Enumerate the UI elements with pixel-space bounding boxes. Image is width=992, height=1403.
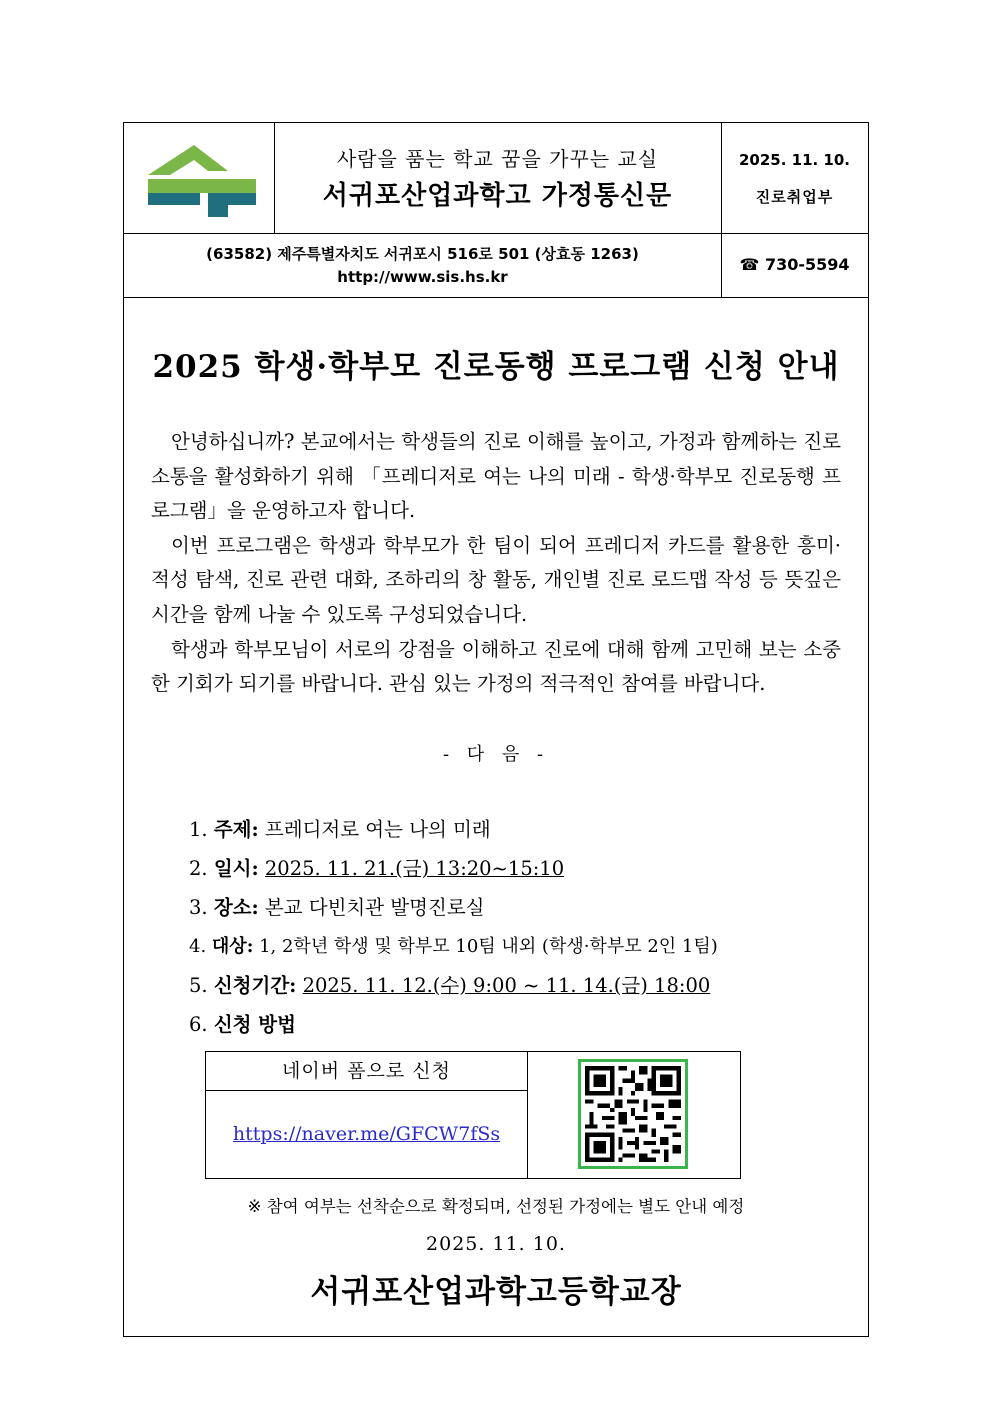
document-title: 2025 학생·학부모 진로동행 프로그램 신청 안내	[152, 349, 840, 385]
item-number: 6.	[189, 1013, 208, 1036]
school-logo	[124, 123, 275, 233]
paragraph: 안녕하십니까? 본교에서는 학생들의 진로 이해를 높이고, 가정과 함께하는 진로 소통을 활성화하기 위해 「프레디저로 여는 나의 미래 - 학생·학부모 진로동행 프로그램」을 운영하고자 합니다.	[151, 430, 841, 523]
paragraph: 이번 프로그램은 학생과 학부모가 한 팀이 되어 프레디저 카드를 활용한 흥미·적성 탐색, 진로 관련 대화, 조하리의 창 활동, 개인별 진로 로드맵 작성 등 뜻깊은 시간을 함께 나눌 수 있도록 구성되었습니다.	[151, 533, 841, 626]
item-number: 5.	[189, 974, 208, 997]
paragraph: 학생과 학부모님이 서로의 강점을 이해하고 진로에 대해 함께 고민해 보는 소중한 기회가 되기를 바랍니다. 관심 있는 가정의 적극적인 참여를 바랍니다.	[151, 637, 841, 696]
list-item	[189, 1005, 718, 1044]
item-key: 일시:	[213, 857, 259, 880]
application-table	[205, 1051, 741, 1179]
item-value: 프레디저로 여는 나의 미래	[264, 818, 491, 841]
qr-code[interactable]	[578, 1059, 688, 1169]
newsletter-title-cell	[274, 123, 722, 233]
principal-signature: 서귀포산업과학고등학교장	[310, 1274, 682, 1310]
item-value: 2025. 11. 12.(수) 9:00 ~ 11. 14.(금) 18:00	[302, 974, 711, 997]
item-key: 장소:	[213, 896, 259, 919]
section-separator: - 다 음 -	[442, 744, 550, 765]
item-number: 4.	[189, 936, 207, 957]
issue-date: 2025. 11. 10.	[738, 151, 851, 169]
application-link[interactable]: https://naver.me/GFCW7fSs	[206, 1090, 528, 1178]
department: 진로취업부	[755, 188, 834, 206]
school-address: (63582) 제주특별자치도 서귀포시 516로 501 (상효동 1263)	[206, 245, 639, 263]
application-method-label: 네이버 폼으로 신청	[206, 1052, 528, 1091]
signature-date: 2025. 11. 10.	[426, 1233, 566, 1255]
phone-number: ☎ 730-5594	[739, 255, 850, 274]
issue-info-cell	[721, 123, 868, 233]
item-key: 신청기간:	[213, 974, 297, 997]
item-key: 대상:	[211, 936, 254, 957]
school-motto: 사람을 품는 학교 꿈을 가꾸는 교실	[336, 147, 659, 171]
qr-cell	[528, 1052, 740, 1178]
list-item	[189, 888, 718, 927]
header-row	[124, 123, 868, 234]
body-text	[151, 425, 841, 702]
item-value: 1, 2학년 학생 및 학부모 10팀 내외 (학생·학부모 2인 1팀)	[259, 936, 718, 957]
list-item	[189, 966, 718, 1005]
details-list	[189, 810, 718, 1044]
newsletter-frame	[123, 122, 869, 1337]
item-value: 본교 다빈치관 발명진로실	[264, 896, 485, 919]
address-cell	[124, 233, 722, 297]
selection-note: ※ 참여 여부는 선착순으로 확정되며, 선정된 가정에는 별도 안내 예정	[247, 1197, 745, 1216]
item-number: 1.	[189, 818, 208, 841]
item-key: 주제:	[213, 818, 259, 841]
item-number: 2.	[189, 857, 208, 880]
list-item	[189, 810, 718, 849]
item-key: 신청 방법	[213, 1013, 296, 1036]
list-item	[189, 849, 718, 888]
item-value: 2025. 11. 21.(금) 13:20~15:10	[264, 857, 565, 880]
item-number: 3.	[189, 896, 208, 919]
contact-row	[124, 233, 868, 298]
list-item	[189, 927, 718, 966]
school-website[interactable]: http://www.sis.hs.kr	[337, 268, 508, 286]
newsletter-name: 서귀포산업과학고 가정통신문	[322, 181, 673, 211]
